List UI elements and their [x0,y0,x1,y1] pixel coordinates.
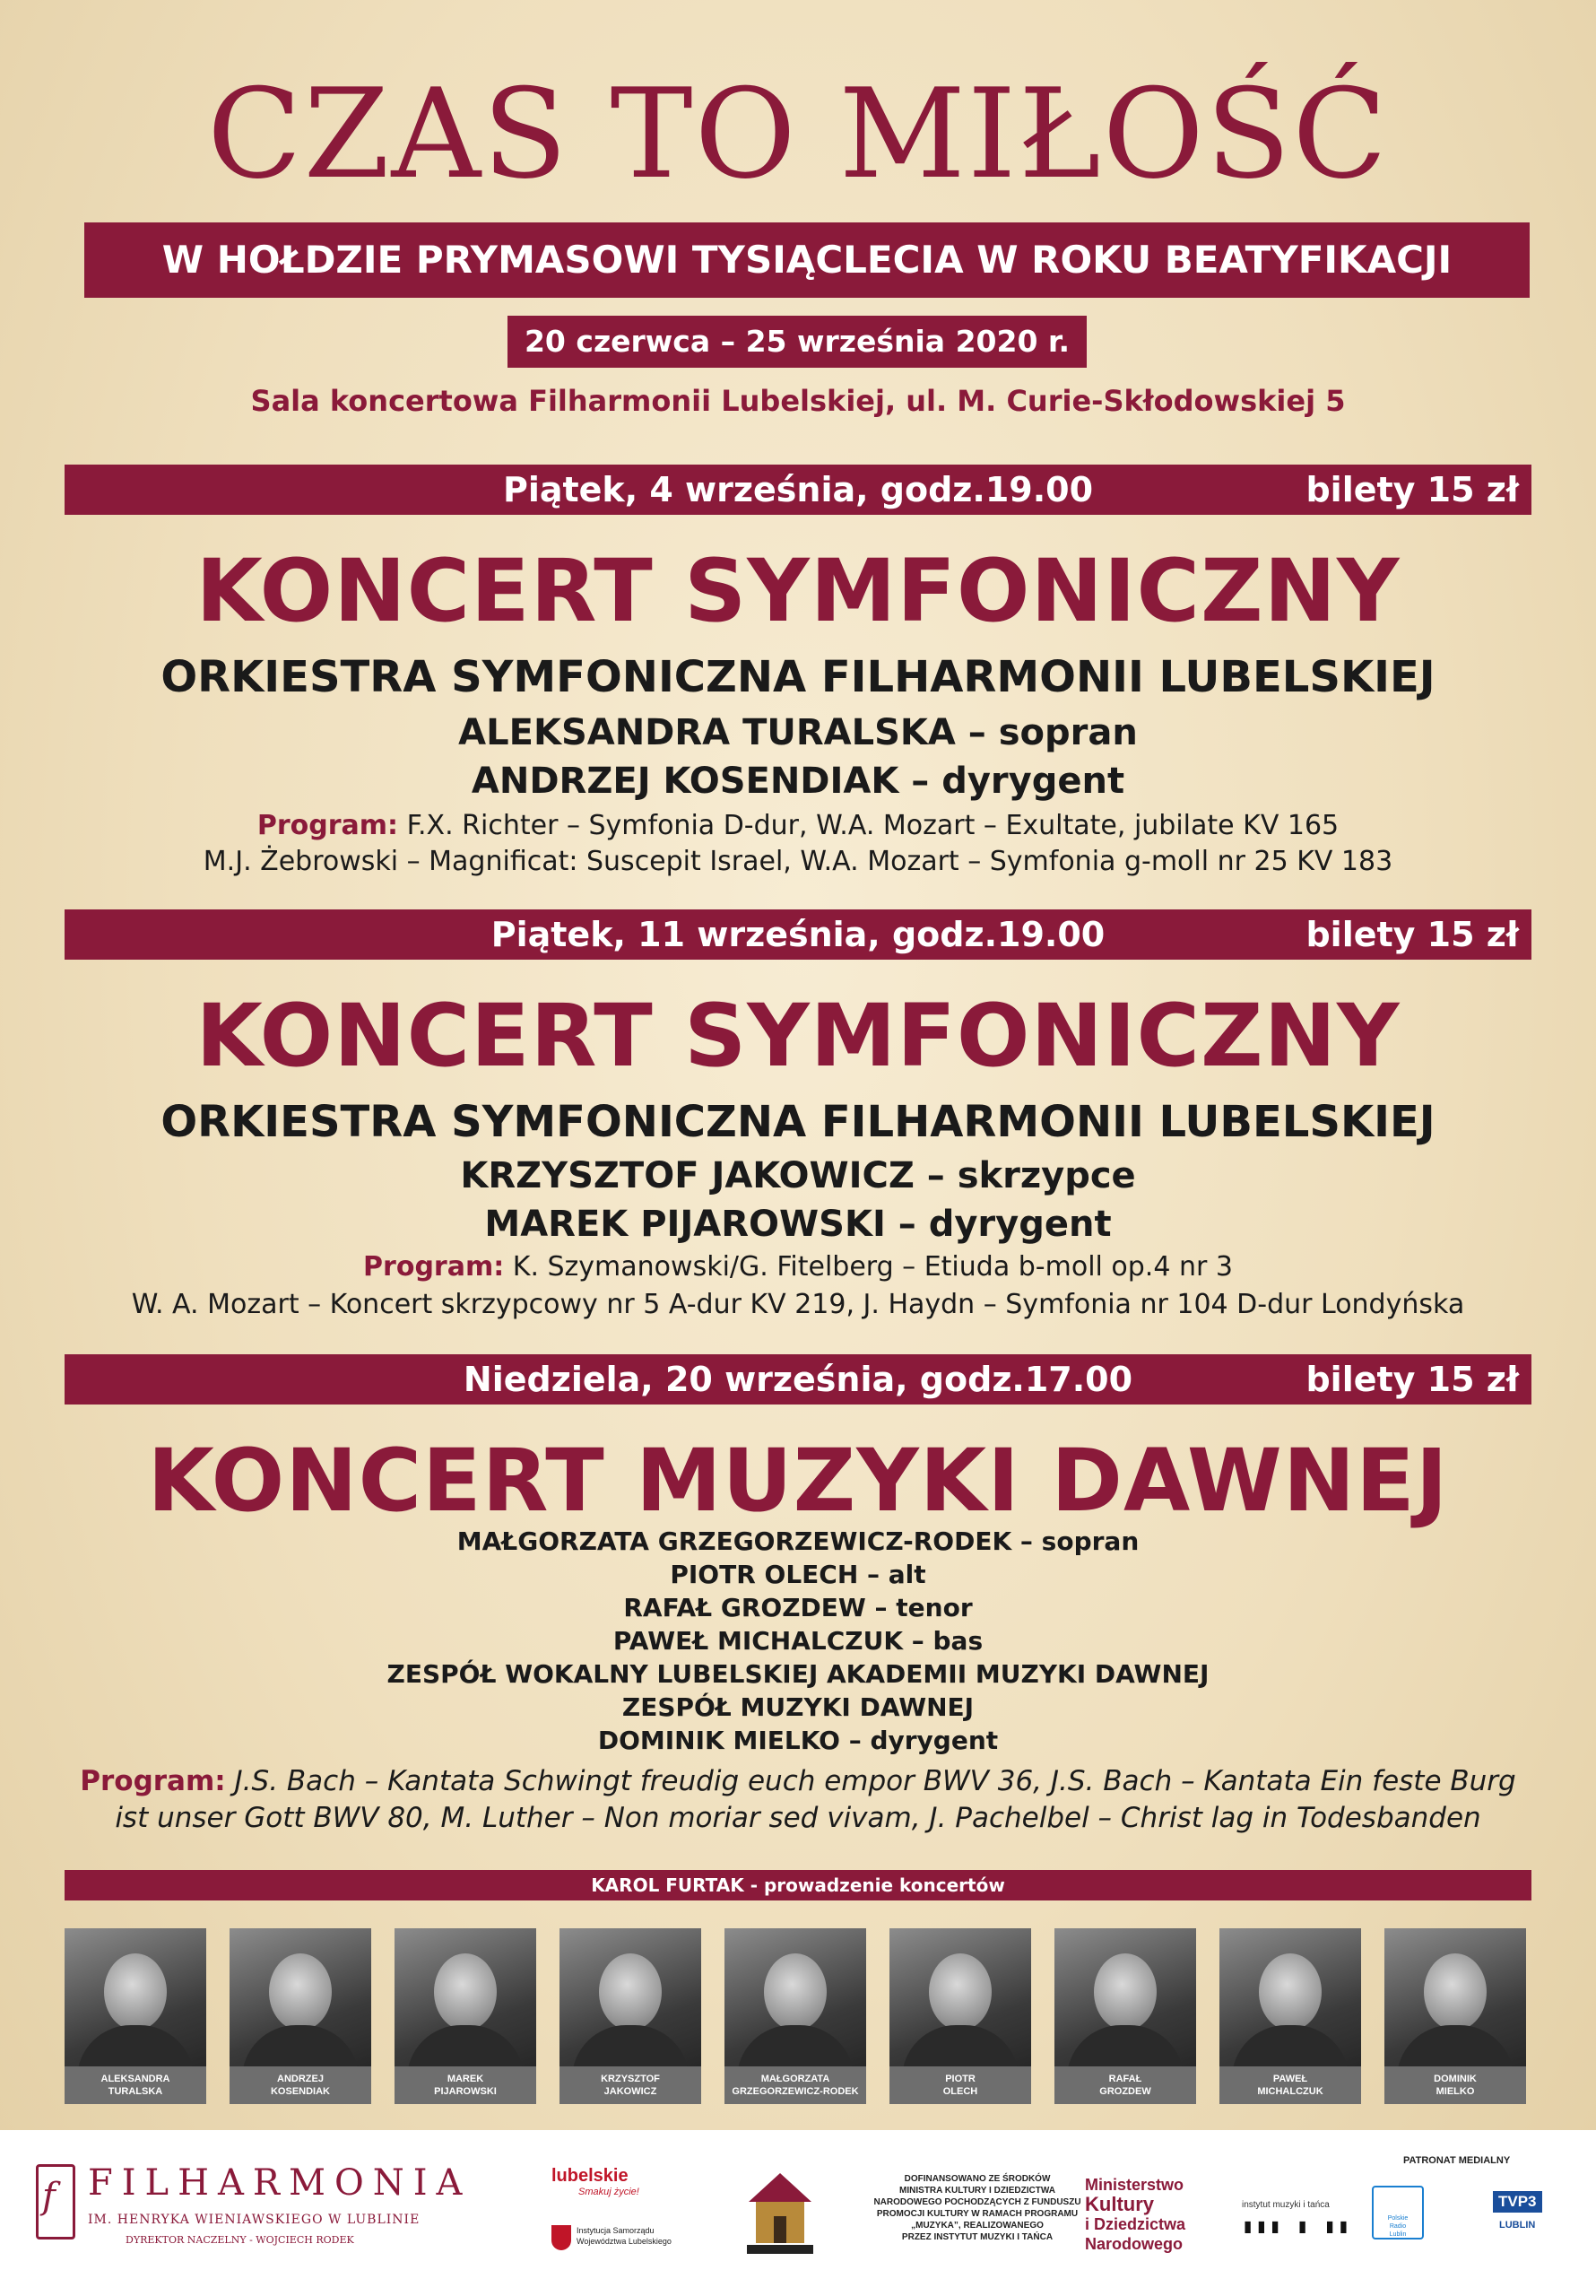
polskie-radio-lublin-logo: Polskie Radio Lublin [1372,2186,1424,2239]
funding-note: DOFINANSOWANO ZE ŚRODKÓW MINISTRA KULTURY I DZIEDZICTWA NARODOWEGO POCHODZĄCYCH Z FUNDUSZU PROMOCJI KULTURY W RAMACH PROGRAMU „MUZYKA”, REALIZOWANEGO PRZEZ INSTYTUT MUZYKI I TAŃCA [873,2174,1081,2242]
performer: PIOTR OLECH – alt [670,1560,926,1589]
event-price: bilety 15 zł [1305,1360,1519,1399]
program-text: J.S. Bach – Kantata Schwingt freudig euch empor BWV 36, J.S. Bach – Kantata Ein feste Burg [234,1765,1516,1797]
media-patronage-label: PATRONAT MEDIALNY [1403,2155,1511,2166]
artist-photo [724,1928,866,2104]
photo-caption: KRZYSZTOF JAKOWICZ [559,2066,701,2104]
concert-title: KONCERT SYMFONICZNY [195,541,1401,641]
ensemble: ZESPÓŁ WOKALNY LUBELSKIEJ AKADEMII MUZYKI DAWNEJ [386,1659,1210,1689]
concert-title: KONCERT MUZYKI DAWNEJ [147,1431,1449,1531]
ministry-line: Ministerstwo [1085,2176,1184,2194]
photo-caption: ANDRZEJ KOSENDIAK [230,2066,371,2104]
photo-caption: PAWEŁ MICHALCZUK [1219,2066,1361,2104]
photo-caption: RAFAŁ GROZDEW [1054,2066,1196,2104]
artist-photo [1384,1928,1526,2104]
program-line [0,1250,1596,1284]
event-when: Niedziela, 20 września, godz.17.00 [463,1360,1133,1399]
event-when: Piątek, 11 września, godz.19.00 [490,915,1106,954]
photo-caption: ALEKSANDRA TURALSKA [65,2066,206,2104]
event-band-3 [65,1354,1531,1405]
program-line [0,809,1596,843]
artist-photo [230,1928,371,2104]
orchestra: ORKIESTRA SYMFONICZNA FILHARMONII LUBELSKIEJ [160,1097,1436,1147]
performer: PAWEŁ MICHALCZUK – bas [612,1626,984,1656]
event-price: bilety 15 zł [1305,915,1519,954]
program-line: W. A. Mozart – Koncert skrzypcowy nr 5 A-dur KV 219, J. Haydn – Symfonia nr 104 D-dur Londyńska [131,1289,1465,1320]
performer: DOMINIK MIELKO – dyrygent [597,1726,999,1755]
sponsor-footer [0,2130,1596,2296]
lubelskie-slogan: Smakuj życie! [578,2187,639,2197]
performer: MAREK PIJAROWSKI – dyrygent [484,1204,1112,1245]
concert-title: KONCERT SYMFONICZNY [195,986,1401,1086]
lubelskie-logo [551,2166,695,2265]
artist-photos [65,1928,1531,2108]
ensemble: ZESPÓŁ MUZYKI DAWNEJ [621,1692,975,1722]
archdiocese-crest-icon [731,2166,829,2265]
filharmonia-mark-icon: f [36,2164,75,2239]
performer: ANDRZEJ KOSENDIAK – dyrygent [471,761,1125,802]
institution-text: Instytucja Samorządu Województwa Lubelskiego [577,2226,672,2246]
imit-logo [1242,2200,1351,2238]
performer: ALEKSANDRA TURALSKA – sopran [458,712,1138,753]
photo-caption: MAŁGORZATA GRZEGORZEWICZ-RODEK [724,2066,866,2104]
program-label: Program: [256,810,399,841]
artist-photo [1219,1928,1361,2104]
filharmonia-subname: IM. HENRYKA WIENIAWSKIEGO W LUBLINIE [88,2213,421,2227]
event-band-1 [65,465,1531,515]
imit-mark-icon: ▮▮▮ ▮ ▮▮ [1242,2215,1351,2238]
poster-title: CZAS TO MIŁOŚĆ [207,62,1389,206]
lubelskie-name: lubelskie [551,2166,629,2186]
program-text: K. Szymanowski/G. Fitelberg – Etiuda b-moll op.4 nr 3 [512,1251,1233,1283]
photo-caption: PIOTR OLECH [889,2066,1031,2104]
filharmonia-director: DYREKTOR NACZELNY - WOJCIECH RODEK [126,2234,354,2246]
filharmonia-logo [36,2162,502,2270]
host-band: KAROL FURTAK - prowadzenie koncertów [65,1870,1531,1900]
imit-label: instytut muzyki i tańca [1242,2200,1330,2210]
ministry-line: Kultury [1085,2193,1154,2215]
tvp3-logo: TVP3 [1493,2191,1542,2213]
program-line [0,1763,1596,1800]
ministry-line: i Dziedzictwa [1085,2215,1186,2233]
photo-caption: DOMINIK MIELKO [1384,2066,1526,2104]
orchestra: ORKIESTRA SYMFONICZNA FILHARMONII LUBELSKIEJ [160,652,1436,702]
event-when: Piątek, 4 września, godz.19.00 [502,470,1094,509]
program-label: Program: [80,1765,226,1797]
shield-icon [551,2225,571,2250]
tvp3-lublin: LUBLIN [1499,2220,1536,2231]
program-text: F.X. Richter – Symfonia D-dur, W.A. Mozart – Exultate, jubilate KV 165 [406,810,1340,841]
filharmonia-name: FILHARMONIA [88,2162,472,2204]
ministry-line: Narodowego [1085,2235,1184,2253]
program-label: Program: [363,1251,505,1283]
performer: KRZYSZTOF JAKOWICZ – skrzypce [460,1155,1136,1196]
artist-photo [559,1928,701,2104]
event-band-2 [65,909,1531,960]
program-line: M.J. Żebrowski – Magnificat: Suscepit Israel, W.A. Mozart – Symfonia g-moll nr 25 KV 183 [203,846,1393,877]
subtitle-band: W HOŁDZIE PRYMASOWI TYSIĄCLECIA W ROKU BEATYFIKACJI [84,222,1530,298]
artist-photo [395,1928,536,2104]
dates-band: 20 czerwca – 25 września 2020 r. [507,316,1087,368]
ministry-logo [1085,2175,1185,2254]
artist-photo [889,1928,1031,2104]
performer: RAFAŁ GROZDEW – tenor [623,1593,973,1622]
performer: MAŁGORZATA GRZEGORZEWICZ-RODEK – sopran [456,1526,1140,1556]
program-line: ist unser Gott BWV 80, M. Luther – Non moriar sed vivam, J. Pachelbel – Christ lag in Todesbanden [115,1802,1481,1834]
photo-caption: MAREK PIJAROWSKI [395,2066,536,2104]
artist-photo [65,1928,206,2104]
event-price: bilety 15 zł [1305,470,1519,509]
venue: Sala koncertowa Filharmonii Lubelskiej, ul. M. Curie-Skłodowskiej 5 [250,384,1346,418]
artist-photo [1054,1928,1196,2104]
